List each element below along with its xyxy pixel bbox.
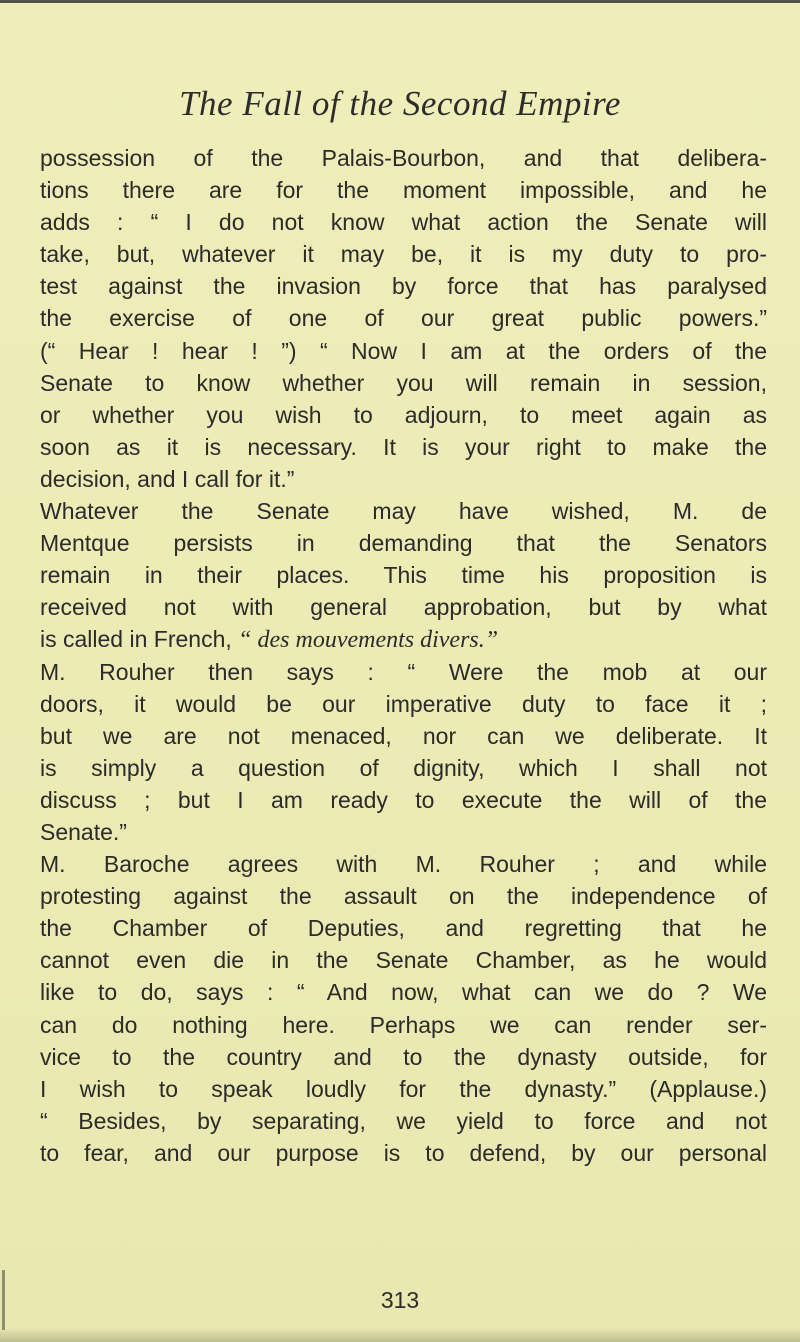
text-line-content: Senate.”	[40, 818, 127, 845]
text-line	[40, 174, 767, 206]
text-line-content: M. Baroche agrees with M. Rouher ; and while	[40, 851, 767, 878]
text-line-content: take, but, whatever it may be, it is my duty to pro-	[40, 241, 767, 268]
italic-phrase: “ des mouvements divers.”	[238, 627, 499, 654]
text-line-content: I wish to speak loudly for the dynasty.” (Applause.)	[40, 1075, 767, 1102]
text-line-content: received not with general approbation, but by what	[40, 594, 767, 621]
page-number: 313	[380, 1287, 420, 1313]
text-line-content: decision, and I call for it.”	[40, 465, 295, 492]
text-line-content: (“ Hear ! hear ! ”) “ Now I am at the orders of the	[40, 337, 767, 364]
text-line-content: Whatever the Senate may have wished, M. de	[40, 498, 767, 525]
text-line-content: to fear, and our purpose is to defend, by our personal	[40, 1139, 767, 1166]
text-line	[40, 623, 767, 655]
text-line	[40, 688, 767, 720]
text-line-content: or whether you wish to adjourn, to meet again as	[40, 401, 767, 428]
body-text	[40, 142, 767, 1169]
text-line	[40, 848, 767, 880]
text-line	[40, 527, 767, 559]
text-line	[40, 495, 767, 527]
running-head-title: The Fall of the Second Empire	[179, 84, 621, 123]
text-line-content: M. Rouher then says : “ Were the mob at our	[40, 658, 767, 685]
text-line	[40, 302, 767, 334]
text-line	[40, 238, 767, 270]
text-line-content: like to do, says : “ And now, what can we do ? We	[40, 979, 767, 1006]
text-line	[40, 335, 767, 367]
text-line	[40, 816, 767, 848]
text-line-content: can do nothing here. Perhaps we can render ser-	[40, 1011, 767, 1038]
text-line	[40, 784, 767, 816]
text-line-content: the Chamber of Deputies, and regretting that he	[40, 915, 767, 942]
text-line-content: is simply a question of dignity, which I shall not	[40, 754, 767, 781]
text-line	[40, 463, 767, 495]
text-line	[40, 912, 767, 944]
text-line-content: protesting against the assault on the independence of	[40, 883, 767, 910]
text-line-content: tions there are for the moment impossible, and he	[40, 177, 767, 204]
text-line	[40, 720, 767, 752]
text-line	[40, 656, 767, 688]
text-line-content: Senate to know whether you will remain in session,	[40, 369, 767, 396]
text-line	[40, 431, 767, 463]
text-line-content: cannot even die in the Senate Chamber, as he would	[40, 947, 767, 974]
text-line	[40, 1105, 767, 1137]
text-line-content: adds : “ I do not know what action the Senate will	[40, 209, 767, 236]
text-line-content: the exercise of one of our great public powers.”	[40, 305, 767, 332]
text-line	[40, 880, 767, 912]
text-line-content: is called in French,	[40, 626, 239, 653]
text-line-content: but we are not menaced, nor can we deliberate. It	[40, 722, 767, 749]
text-line	[40, 591, 767, 623]
text-line-content: remain in their places. This time his proposition is	[40, 562, 767, 589]
text-line	[40, 976, 767, 1008]
text-line	[40, 270, 767, 302]
text-line	[40, 206, 767, 238]
text-line	[40, 1073, 767, 1105]
text-line	[40, 1009, 767, 1041]
text-line-content: doors, it would be our imperative duty to face it ;	[40, 690, 767, 717]
text-line-content: Mentque persists in demanding that the Senators	[40, 530, 767, 557]
text-line	[40, 559, 767, 591]
text-line	[40, 399, 767, 431]
text-line	[40, 752, 767, 784]
text-line-content: “ Besides, by separating, we yield to force and not	[40, 1107, 767, 1134]
text-line-content: soon as it is necessary. It is your right to make the	[40, 433, 767, 460]
text-line-content: test against the invasion by force that has paralysed	[40, 273, 767, 300]
top-edge-rule	[0, 0, 800, 3]
text-line	[40, 944, 767, 976]
text-line-content: vice to the country and to the dynasty outside, for	[40, 1043, 767, 1070]
text-line-content: discuss ; but I am ready to execute the will of the	[40, 786, 767, 813]
bottom-edge-shadow	[0, 1328, 800, 1342]
text-line	[40, 367, 767, 399]
text-line	[40, 1041, 767, 1073]
binding-edge-mark	[2, 1270, 5, 1330]
text-line-content: possession of the Palais-Bourbon, and that delibera-	[40, 145, 767, 171]
text-line	[40, 1137, 767, 1169]
text-line	[40, 142, 767, 174]
